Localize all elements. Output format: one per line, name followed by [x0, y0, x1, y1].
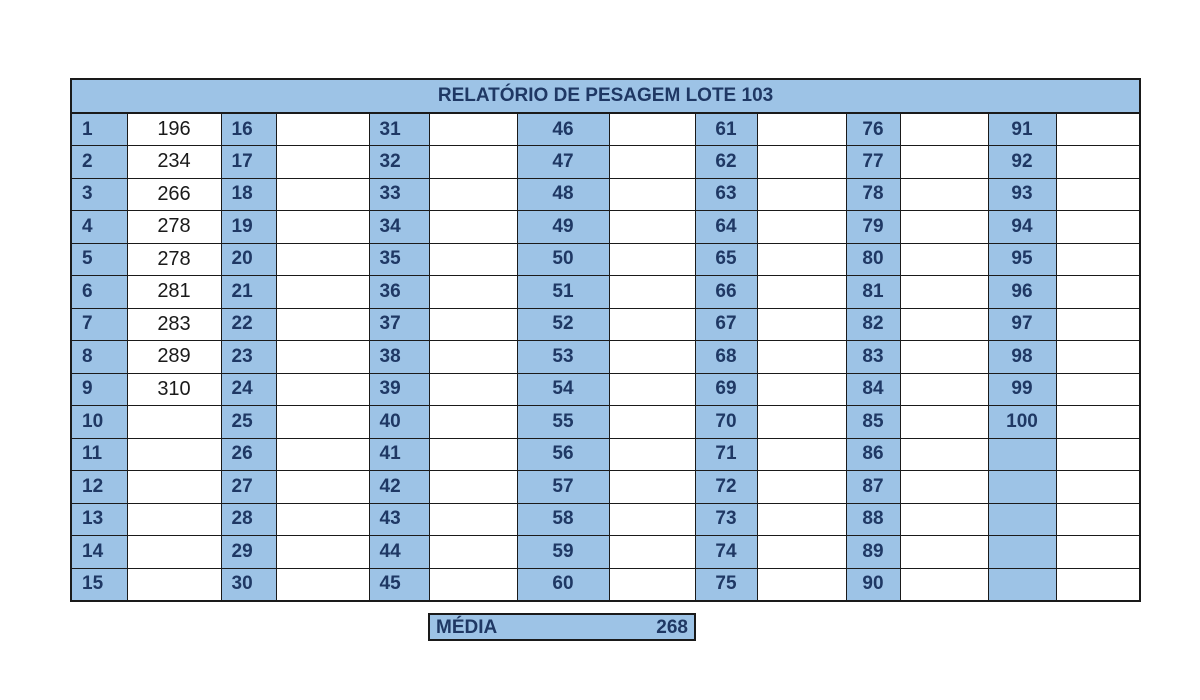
weight-value-cell: [757, 406, 846, 439]
weighing-table: [70, 78, 1141, 602]
animal-number-cell: 6: [71, 276, 127, 309]
weight-value-cell: [276, 308, 369, 341]
animal-number-cell: 94: [988, 211, 1056, 244]
average-summary: [428, 613, 696, 641]
animal-number-cell: 2: [71, 146, 127, 179]
weight-value-cell: [900, 243, 988, 276]
table-row: [71, 243, 1140, 276]
animal-number-cell: 93: [988, 178, 1056, 211]
weight-value-cell: [609, 471, 695, 504]
weight-value-cell: [757, 568, 846, 601]
weight-value-cell: [276, 373, 369, 406]
animal-number-cell: 51: [517, 276, 609, 309]
animal-number-cell: 59: [517, 536, 609, 569]
weight-value-cell: [429, 146, 517, 179]
weight-value-cell: [276, 503, 369, 536]
animal-number-cell: 19: [221, 211, 276, 244]
animal-number-cell: 70: [695, 406, 757, 439]
animal-number-cell: 47: [517, 146, 609, 179]
weight-value-cell: [609, 178, 695, 211]
animal-number-cell: 80: [846, 243, 900, 276]
animal-number-cell: 54: [517, 373, 609, 406]
weight-value-cell: [757, 471, 846, 504]
weight-value-cell: [757, 308, 846, 341]
weight-value-cell: [429, 276, 517, 309]
weight-value-cell: [127, 503, 221, 536]
animal-number-cell: 40: [369, 406, 429, 439]
animal-number-cell: 81: [846, 276, 900, 309]
animal-number-cell: 55: [517, 406, 609, 439]
weight-value-cell: [276, 438, 369, 471]
animal-number-cell: 16: [221, 113, 276, 146]
weight-value-cell: [900, 406, 988, 439]
weight-value-cell: [609, 438, 695, 471]
animal-number-cell: 17: [221, 146, 276, 179]
animal-number-cell: 12: [71, 471, 127, 504]
animal-number-cell: 23: [221, 341, 276, 374]
animal-number-cell: 44: [369, 536, 429, 569]
weight-value-cell: [609, 308, 695, 341]
weight-value-cell: [429, 373, 517, 406]
weight-value-cell: [757, 113, 846, 146]
weight-value-cell: [609, 503, 695, 536]
animal-number-cell: 52: [517, 308, 609, 341]
animal-number-cell: 83: [846, 341, 900, 374]
animal-number-cell: 85: [846, 406, 900, 439]
weight-value-cell: [757, 243, 846, 276]
animal-number-cell: 71: [695, 438, 757, 471]
animal-number-cell: 35: [369, 243, 429, 276]
animal-number-cell: 50: [517, 243, 609, 276]
animal-number-cell: 13: [71, 503, 127, 536]
weight-value-cell: [127, 568, 221, 601]
animal-number-cell: 57: [517, 471, 609, 504]
animal-number-cell: 91: [988, 113, 1056, 146]
animal-number-cell: [988, 536, 1056, 569]
weight-value-cell: [1056, 243, 1140, 276]
animal-number-cell: 18: [221, 178, 276, 211]
weight-value-cell: [757, 438, 846, 471]
animal-number-cell: 4: [71, 211, 127, 244]
animal-number-cell: 20: [221, 243, 276, 276]
table-row: [71, 341, 1140, 374]
weight-value-cell: [900, 471, 988, 504]
weight-value-cell: [1056, 503, 1140, 536]
animal-number-cell: 42: [369, 471, 429, 504]
table-row: [71, 146, 1140, 179]
animal-number-cell: 89: [846, 536, 900, 569]
weight-value-cell: [127, 536, 221, 569]
weight-value-cell: [900, 536, 988, 569]
weight-value-cell: [1056, 406, 1140, 439]
table-row: [71, 178, 1140, 211]
weight-value-cell: [276, 146, 369, 179]
table-row: [71, 438, 1140, 471]
animal-number-cell: 62: [695, 146, 757, 179]
table-row: [71, 568, 1140, 601]
weight-value-cell: [276, 276, 369, 309]
weight-value-cell: [276, 536, 369, 569]
weight-value-cell: [757, 276, 846, 309]
animal-number-cell: 77: [846, 146, 900, 179]
animal-number-cell: 67: [695, 308, 757, 341]
animal-number-cell: 15: [71, 568, 127, 601]
animal-number-cell: 32: [369, 146, 429, 179]
animal-number-cell: 5: [71, 243, 127, 276]
weight-value-cell: [609, 211, 695, 244]
animal-number-cell: 79: [846, 211, 900, 244]
weight-value-cell: [900, 373, 988, 406]
weight-value-cell: [757, 373, 846, 406]
weight-value-cell: [900, 178, 988, 211]
animal-number-cell: 66: [695, 276, 757, 309]
weight-value-cell: [276, 178, 369, 211]
animal-number-cell: 8: [71, 341, 127, 374]
weight-value-cell: [429, 113, 517, 146]
animal-number-cell: 11: [71, 438, 127, 471]
animal-number-cell: 56: [517, 438, 609, 471]
animal-number-cell: 64: [695, 211, 757, 244]
animal-number-cell: 88: [846, 503, 900, 536]
weight-value-cell: 196: [127, 113, 221, 146]
weight-value-cell: 283: [127, 308, 221, 341]
weight-value-cell: [1056, 536, 1140, 569]
animal-number-cell: 1: [71, 113, 127, 146]
weight-value-cell: [429, 178, 517, 211]
table-row: [71, 276, 1140, 309]
animal-number-cell: 22: [221, 308, 276, 341]
weight-value-cell: [276, 113, 369, 146]
weight-value-cell: [900, 341, 988, 374]
animal-number-cell: 48: [517, 178, 609, 211]
animal-number-cell: 10: [71, 406, 127, 439]
animal-number-cell: [988, 438, 1056, 471]
animal-number-cell: 39: [369, 373, 429, 406]
animal-number-cell: 58: [517, 503, 609, 536]
weight-value-cell: [1056, 276, 1140, 309]
weight-value-cell: 289: [127, 341, 221, 374]
weight-value-cell: [900, 568, 988, 601]
weight-value-cell: [609, 536, 695, 569]
weight-value-cell: [429, 211, 517, 244]
animal-number-cell: 14: [71, 536, 127, 569]
animal-number-cell: 74: [695, 536, 757, 569]
weight-value-cell: [609, 341, 695, 374]
animal-number-cell: 43: [369, 503, 429, 536]
animal-number-cell: 65: [695, 243, 757, 276]
weight-value-cell: [429, 471, 517, 504]
weight-value-cell: [757, 503, 846, 536]
animal-number-cell: 25: [221, 406, 276, 439]
animal-number-cell: 53: [517, 341, 609, 374]
weight-value-cell: [900, 503, 988, 536]
animal-number-cell: 90: [846, 568, 900, 601]
average-label: MÉDIA: [436, 617, 498, 638]
weight-value-cell: [757, 178, 846, 211]
animal-number-cell: 92: [988, 146, 1056, 179]
report-title: RELATÓRIO DE PESAGEM LOTE 103: [71, 79, 1140, 113]
weight-value-cell: [609, 373, 695, 406]
animal-number-cell: 68: [695, 341, 757, 374]
weight-value-cell: [1056, 308, 1140, 341]
weight-value-cell: 281: [127, 276, 221, 309]
animal-number-cell: 33: [369, 178, 429, 211]
weight-value-cell: [900, 276, 988, 309]
animal-number-cell: 7: [71, 308, 127, 341]
animal-number-cell: 78: [846, 178, 900, 211]
weight-value-cell: [1056, 211, 1140, 244]
weight-value-cell: [429, 243, 517, 276]
animal-number-cell: 28: [221, 503, 276, 536]
animal-number-cell: 45: [369, 568, 429, 601]
animal-number-cell: 99: [988, 373, 1056, 406]
animal-number-cell: 61: [695, 113, 757, 146]
weight-value-cell: [127, 406, 221, 439]
animal-number-cell: 46: [517, 113, 609, 146]
animal-number-cell: 73: [695, 503, 757, 536]
animal-number-cell: 38: [369, 341, 429, 374]
animal-number-cell: 27: [221, 471, 276, 504]
weight-value-cell: [429, 438, 517, 471]
weight-value-cell: [1056, 438, 1140, 471]
animal-number-cell: 24: [221, 373, 276, 406]
animal-number-cell: 37: [369, 308, 429, 341]
weight-value-cell: [1056, 113, 1140, 146]
weight-value-cell: [1056, 471, 1140, 504]
weight-value-cell: [900, 146, 988, 179]
weight-value-cell: [429, 568, 517, 601]
animal-number-cell: 95: [988, 243, 1056, 276]
weight-value-cell: [429, 536, 517, 569]
animal-number-cell: [988, 471, 1056, 504]
weight-value-cell: [609, 113, 695, 146]
weight-value-cell: [429, 308, 517, 341]
weight-value-cell: 266: [127, 178, 221, 211]
table-row: [71, 113, 1140, 146]
table-row: [71, 211, 1140, 244]
animal-number-cell: 76: [846, 113, 900, 146]
weight-value-cell: [1056, 568, 1140, 601]
weight-value-cell: [609, 406, 695, 439]
weight-value-cell: [757, 341, 846, 374]
animal-number-cell: 41: [369, 438, 429, 471]
weight-value-cell: [900, 211, 988, 244]
weight-value-cell: [276, 406, 369, 439]
animal-number-cell: 100: [988, 406, 1056, 439]
animal-number-cell: 86: [846, 438, 900, 471]
table-row: [71, 373, 1140, 406]
animal-number-cell: 21: [221, 276, 276, 309]
weight-value-cell: [757, 211, 846, 244]
table-row: [71, 406, 1140, 439]
weight-value-cell: [127, 471, 221, 504]
animal-number-cell: 29: [221, 536, 276, 569]
table-row: [71, 536, 1140, 569]
animal-number-cell: 82: [846, 308, 900, 341]
weight-value-cell: [609, 146, 695, 179]
animal-number-cell: [988, 503, 1056, 536]
weight-value-cell: [609, 276, 695, 309]
weight-value-cell: [1056, 178, 1140, 211]
animal-number-cell: 36: [369, 276, 429, 309]
weight-value-cell: [429, 406, 517, 439]
average-value: 268: [656, 617, 688, 638]
weight-value-cell: [276, 471, 369, 504]
weight-value-cell: 278: [127, 243, 221, 276]
weight-value-cell: [757, 146, 846, 179]
table-row: [71, 503, 1140, 536]
animal-number-cell: 97: [988, 308, 1056, 341]
weight-value-cell: [276, 211, 369, 244]
weight-value-cell: [757, 536, 846, 569]
weight-value-cell: [900, 113, 988, 146]
weighing-report-sheet: [70, 78, 1139, 602]
weight-value-cell: [900, 438, 988, 471]
animal-number-cell: 63: [695, 178, 757, 211]
table-row: [71, 308, 1140, 341]
weight-value-cell: 310: [127, 373, 221, 406]
weight-value-cell: 234: [127, 146, 221, 179]
animal-number-cell: 34: [369, 211, 429, 244]
weight-value-cell: [900, 308, 988, 341]
table-row: [71, 471, 1140, 504]
table-body: [71, 113, 1140, 601]
animal-number-cell: 72: [695, 471, 757, 504]
weight-value-cell: [429, 341, 517, 374]
weight-value-cell: [1056, 373, 1140, 406]
animal-number-cell: 9: [71, 373, 127, 406]
weight-value-cell: [609, 243, 695, 276]
weight-value-cell: [1056, 341, 1140, 374]
weight-value-cell: [429, 503, 517, 536]
animal-number-cell: 60: [517, 568, 609, 601]
animal-number-cell: 87: [846, 471, 900, 504]
weight-value-cell: [127, 438, 221, 471]
animal-number-cell: 30: [221, 568, 276, 601]
weight-value-cell: [609, 568, 695, 601]
weight-value-cell: [276, 568, 369, 601]
weight-value-cell: 278: [127, 211, 221, 244]
animal-number-cell: 69: [695, 373, 757, 406]
weight-value-cell: [276, 341, 369, 374]
weight-value-cell: [1056, 146, 1140, 179]
animal-number-cell: 98: [988, 341, 1056, 374]
animal-number-cell: 31: [369, 113, 429, 146]
animal-number-cell: 96: [988, 276, 1056, 309]
animal-number-cell: 75: [695, 568, 757, 601]
animal-number-cell: 26: [221, 438, 276, 471]
weight-value-cell: [276, 243, 369, 276]
animal-number-cell: [988, 568, 1056, 601]
animal-number-cell: 3: [71, 178, 127, 211]
animal-number-cell: 84: [846, 373, 900, 406]
animal-number-cell: 49: [517, 211, 609, 244]
